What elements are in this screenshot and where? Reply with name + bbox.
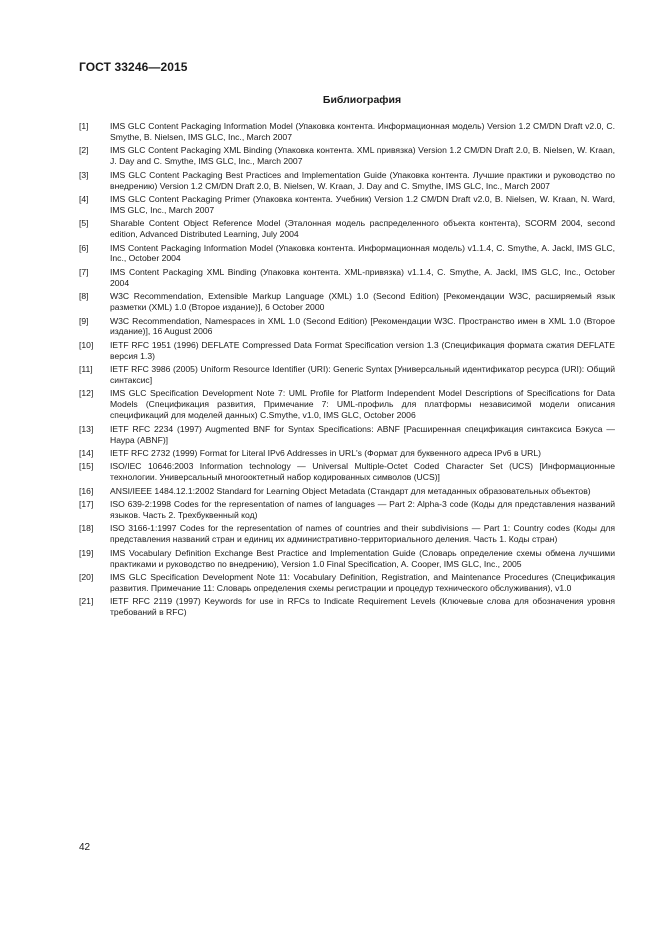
entry-text: ISO/IEC 10646:2003 Information technology — Universal Multiple-Octet Coded Character Set (UCS) [Информационные технологии. Универсальный многооктетный набор кодированных символов (UCS)] — [110, 461, 615, 483]
bibliography-entry — [79, 170, 615, 192]
bibliography-entry — [79, 388, 615, 421]
entry-number: [8] — [79, 291, 89, 302]
entry-number: [16] — [79, 485, 94, 496]
entry-number: [3] — [79, 169, 89, 180]
entry-text: IETF RFC 3986 (2005) Uniform Resource Identifier (URI): Generic Syntax [Универсальный идентификатор ресурса (URI): Общий синтаксис] — [110, 364, 615, 386]
bibliography-entry — [79, 145, 615, 167]
entry-number: [2] — [79, 145, 89, 156]
bibliography-entry — [79, 291, 615, 313]
entry-text: ISO 639-2:1998 Codes for the representation of names of languages — Part 2: Alpha-3 code (Коды для представления названий языков. Часть 2. Трехбуквенный код) — [110, 499, 615, 520]
entry-text: IMS GLC Content Packaging Information Model (Упаковка контента. Информационная модель) Version 1.2 CM/DN Draft v2.0, C. Smythe, B. Nielsen, IMS GLC, Inc., March 2007 — [110, 121, 615, 142]
bibliography-list — [79, 121, 615, 621]
bibliography-entry — [79, 267, 615, 289]
entry-number: [12] — [79, 388, 94, 399]
entry-number: [13] — [79, 423, 94, 434]
entry-number: [20] — [79, 572, 94, 583]
bibliography-entry — [79, 194, 615, 216]
entry-number: [9] — [79, 315, 89, 326]
section-title: Библиография — [322, 94, 402, 106]
entry-text: IETF RFC 2234 (1997) Augmented BNF for Syntax Specifications: ABNF [Расширенная спецификация синтаксиса Бэкуса — Наура (ABNF)] — [110, 423, 615, 445]
bibliography-entry — [79, 499, 615, 521]
bibliography-entry — [79, 596, 615, 618]
bibliography-entry — [79, 218, 615, 240]
entry-number: [5] — [79, 218, 89, 229]
bibliography-entry — [79, 364, 615, 386]
entry-text: ANSI/IEEE 1484.12.1:2002 Standard for Learning Object Metadata (Стандарт для метаданных образовательных объектов) — [110, 485, 591, 496]
entry-text: IETF RFC 2119 (1997) Keywords for use in RFCs to Indicate Requirement Levels (Ключевые слова для обозначения уровня требований в RFC) — [110, 596, 615, 618]
entry-number: [11] — [79, 364, 93, 375]
bibliography-entry — [79, 424, 615, 446]
entry-number: [17] — [79, 499, 94, 510]
entry-text: IMS GLC Specification Development Note 11: Vocabulary Definition, Registration, and Maintenance Procedures (Спецификация развития. Примечание 11: Словарь определения схемы регистрации и процедур технического обслуживания), v1.0 — [110, 572, 615, 593]
entry-text: W3C Recommendation, Extensible Markup Language (XML) 1.0 (Second Edition) [Рекомендации W3C, расширяемый язык разметки (XML) 1.0 (Второе издание)], 6 October 2000 — [110, 291, 615, 313]
entry-number: [19] — [79, 547, 94, 558]
entry-text: IMS GLC Content Packaging XML Binding (Упаковка контента. XML привязка) Version 1.2 CM/DN Draft 2.0, B. Nielsen, W. Kraan, J. Day and C. Smythe, IMS GLC, Inc., March 2007 — [110, 145, 615, 167]
bibliography-entry — [79, 340, 615, 362]
bibliography-entry — [79, 316, 615, 338]
bibliography-entry — [79, 572, 615, 594]
entry-number: [1] — [79, 121, 89, 131]
entry-text: IMS Content Packaging Information Model (Упаковка контента. Информационная модель) v1.1.4, C. Smythe, A. Jackl, IMS GLC, Inc., October 2004 — [110, 242, 615, 264]
entry-number: [14] — [79, 447, 94, 458]
entry-text: Sharable Content Object Reference Model (Эталонная модель распределенного объекта контента), SCORM 2004, second edition, Advanced Distributed Learning, July 2004 — [110, 218, 615, 240]
entry-number: [18] — [79, 523, 94, 534]
bibliography-entry — [79, 448, 615, 459]
entry-text: IETF RFC 1951 (1996) DEFLATE Compressed Data Format Specification version 1.3 (Спецификация формата сжатия DEFLATE версия 1.3) — [110, 339, 615, 361]
entry-number: [7] — [79, 266, 89, 277]
bibliography-entry — [79, 486, 615, 497]
bibliography-entry — [79, 461, 615, 483]
bibliography-entry — [79, 523, 615, 545]
entry-text: IMS GLC Content Packaging Primer (Упаковка контента. Учебник) Version 1.2 CM/DN Draft v2.0, B. Nielsen, W. Kraan, N. Ward, IMS GLC, Inc., March 2007 — [110, 193, 615, 215]
standard-header: ГОСТ 33246—2015 — [79, 60, 188, 74]
entry-number: [6] — [79, 242, 89, 253]
entry-text: IMS GLC Content Packaging Best Practices and Implementation Guide (Упаковка контента. Лучшие практики и руководство по внедрению) Version 1.2 CM/DN Draft 2.0, B. Nielsen, W. Kraan, J. Day and C. Smythe, IMS GLC, Inc., March 2007 — [110, 169, 615, 191]
page-number: 42 — [79, 842, 91, 853]
entry-number: [15] — [79, 461, 94, 472]
entry-text: IMS GLC Specification Development Note 7: UML Profile for Platform Independent Model Descriptions of Specifications for Data Models (Спецификация развития, Примечание 7: UML-профиль для платформы независимой модели описания спецификаций для моделей данных) C.Smythe, v1.0, IMS GLC, October 2006 — [110, 388, 615, 421]
entry-number: [10] — [79, 339, 94, 350]
entry-text: ISO 3166-1:1997 Codes for the representation of names of countries and their subdivisions — Part 1: Country codes (Коды для представления названий стран и единиц их административно-территориального деления. Часть 1. Коды стран) — [110, 523, 615, 545]
entry-text: IMS Content Packaging XML Binding (Упаковка контента. XML-привязка) v1.1.4, C. Smythe, A. Jackl, IMS GLC, Inc., October 2004 — [110, 266, 615, 288]
entry-text: IETF RFC 2732 (1999) Format for Literal IPv6 Addresses in URL's (Формат для буквенного адреса IPv6 в URL) — [110, 447, 541, 458]
entry-text: W3C Recommendation, Namespaces in XML 1.0 (Second Edition) [Рекомендации W3C. Пространство имен в XML 1.0 (Второе издание)], 16 August 2006 — [110, 315, 615, 337]
bibliography-entry — [79, 243, 615, 265]
entry-number: [21] — [79, 596, 94, 607]
bibliography-entry — [79, 548, 615, 570]
bibliography-entry — [79, 121, 615, 143]
entry-text: IMS Vocabulary Definition Exchange Best Practice and Implementation Guide (Словарь определение схемы обмена лучшими практиками и руководство по внедрению), Version 1.0 Final Specification, A. Cooper, IMS GLC, Inc., 2005 — [110, 547, 615, 569]
entry-number: [4] — [79, 193, 89, 204]
